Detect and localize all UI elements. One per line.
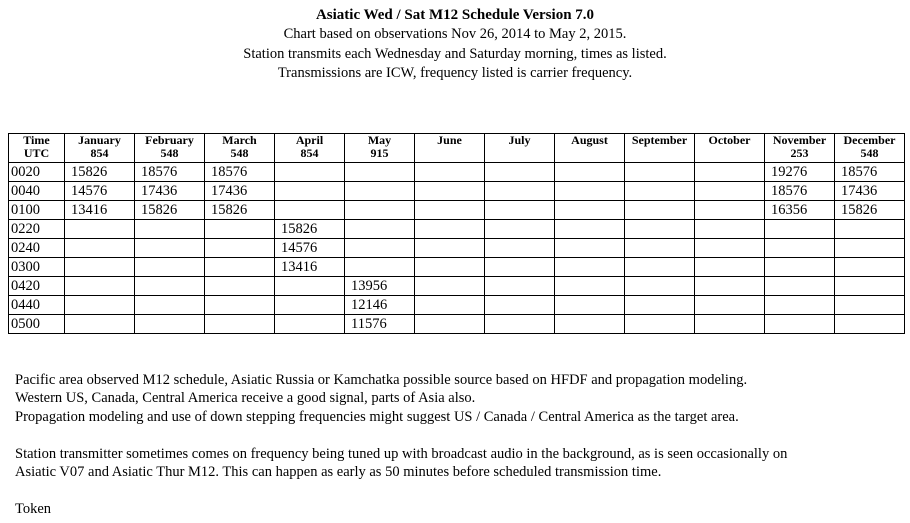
frequency-cell bbox=[485, 201, 555, 220]
frequency-cell bbox=[415, 201, 485, 220]
time-cell: 0100 bbox=[9, 201, 65, 220]
frequency-cell bbox=[65, 296, 135, 315]
frequency-cell bbox=[485, 258, 555, 277]
frequency-cell bbox=[835, 296, 905, 315]
frequency-cell: 15826 bbox=[205, 201, 275, 220]
frequency-cell bbox=[135, 220, 205, 239]
frequency-cell: 11576 bbox=[345, 315, 415, 334]
frequency-cell: 15826 bbox=[65, 163, 135, 182]
column-header: August bbox=[555, 134, 625, 163]
frequency-cell bbox=[765, 315, 835, 334]
table-header-row bbox=[9, 134, 905, 163]
frequency-cell bbox=[555, 220, 625, 239]
time-cell: 0040 bbox=[9, 182, 65, 201]
frequency-cell: 17436 bbox=[205, 182, 275, 201]
frequency-cell bbox=[485, 296, 555, 315]
frequency-cell bbox=[135, 239, 205, 258]
frequency-cell bbox=[695, 220, 765, 239]
frequency-cell bbox=[555, 315, 625, 334]
frequency-cell bbox=[695, 182, 765, 201]
frequency-cell bbox=[765, 258, 835, 277]
column-header: December 548 bbox=[835, 134, 905, 163]
column-header: September bbox=[625, 134, 695, 163]
frequency-cell bbox=[485, 315, 555, 334]
frequency-cell bbox=[135, 315, 205, 334]
frequency-cell bbox=[695, 258, 765, 277]
frequency-cell bbox=[835, 258, 905, 277]
frequency-cell bbox=[695, 163, 765, 182]
frequency-cell bbox=[415, 258, 485, 277]
frequency-cell bbox=[765, 220, 835, 239]
frequency-cell bbox=[415, 220, 485, 239]
frequency-cell: 18576 bbox=[205, 163, 275, 182]
time-cell: 0240 bbox=[9, 239, 65, 258]
frequency-cell: 19276 bbox=[765, 163, 835, 182]
frequency-cell: 18576 bbox=[765, 182, 835, 201]
frequency-cell: 18576 bbox=[135, 163, 205, 182]
table-row bbox=[9, 277, 905, 296]
frequency-cell bbox=[275, 182, 345, 201]
frequency-cell: 18576 bbox=[835, 163, 905, 182]
frequency-cell bbox=[835, 220, 905, 239]
frequency-cell: 13416 bbox=[275, 258, 345, 277]
column-header: February 548 bbox=[135, 134, 205, 163]
frequency-cell bbox=[345, 201, 415, 220]
frequency-cell bbox=[415, 182, 485, 201]
frequency-cell bbox=[275, 315, 345, 334]
frequency-cell bbox=[275, 163, 345, 182]
frequency-cell bbox=[555, 296, 625, 315]
frequency-cell bbox=[135, 296, 205, 315]
subtitle-line-2: Station transmits each Wednesday and Saturday morning, times as listed. bbox=[243, 45, 667, 62]
frequency-cell bbox=[695, 296, 765, 315]
column-header: June bbox=[415, 134, 485, 163]
document-header bbox=[0, 5, 910, 84]
frequency-cell bbox=[65, 258, 135, 277]
frequency-cell: 12146 bbox=[345, 296, 415, 315]
time-cell: 0300 bbox=[9, 258, 65, 277]
frequency-cell: 15826 bbox=[275, 220, 345, 239]
frequency-cell bbox=[135, 258, 205, 277]
frequency-cell: 13956 bbox=[345, 277, 415, 296]
note-line: Propagation modeling and use of down stepping frequencies might suggest US / Canada / Central America as the target area. bbox=[15, 408, 739, 425]
time-cell: 0220 bbox=[9, 220, 65, 239]
note-line: Western US, Canada, Central America receive a good signal, parts of Asia also. bbox=[15, 390, 476, 407]
signature: Token bbox=[15, 500, 52, 517]
frequency-cell bbox=[205, 239, 275, 258]
table-row bbox=[9, 296, 905, 315]
frequency-cell bbox=[625, 163, 695, 182]
frequency-cell bbox=[555, 277, 625, 296]
frequency-cell bbox=[485, 277, 555, 296]
notes-section bbox=[15, 371, 905, 518]
frequency-cell bbox=[415, 239, 485, 258]
time-cell: 0500 bbox=[9, 315, 65, 334]
note-line: Pacific area observed M12 schedule, Asiatic Russia or Kamchatka possible source based on HFDF and propagation modeling. bbox=[15, 372, 748, 388]
time-cell: 0440 bbox=[9, 296, 65, 315]
frequency-cell bbox=[415, 163, 485, 182]
frequency-cell bbox=[625, 220, 695, 239]
frequency-cell bbox=[555, 258, 625, 277]
frequency-cell bbox=[835, 315, 905, 334]
frequency-cell bbox=[415, 315, 485, 334]
schedule-table bbox=[8, 133, 905, 334]
frequency-cell bbox=[65, 239, 135, 258]
frequency-cell bbox=[555, 182, 625, 201]
frequency-cell bbox=[345, 220, 415, 239]
column-header: July bbox=[485, 134, 555, 163]
frequency-cell bbox=[625, 239, 695, 258]
column-header: Time UTC bbox=[9, 134, 65, 163]
time-cell: 0420 bbox=[9, 277, 65, 296]
column-header: January 854 bbox=[65, 134, 135, 163]
frequency-cell bbox=[205, 315, 275, 334]
table-row bbox=[9, 182, 905, 201]
frequency-cell bbox=[835, 239, 905, 258]
frequency-cell bbox=[625, 296, 695, 315]
frequency-cell bbox=[345, 163, 415, 182]
frequency-cell: 16356 bbox=[765, 201, 835, 220]
frequency-cell bbox=[555, 163, 625, 182]
table-row bbox=[9, 315, 905, 334]
frequency-cell: 14576 bbox=[275, 239, 345, 258]
frequency-cell bbox=[65, 220, 135, 239]
column-header: October bbox=[695, 134, 765, 163]
frequency-cell bbox=[485, 182, 555, 201]
frequency-cell: 17436 bbox=[135, 182, 205, 201]
frequency-cell bbox=[765, 296, 835, 315]
frequency-cell bbox=[345, 182, 415, 201]
frequency-cell bbox=[625, 201, 695, 220]
frequency-cell bbox=[345, 239, 415, 258]
table-row bbox=[9, 163, 905, 182]
frequency-cell bbox=[485, 220, 555, 239]
subtitle-line-3: Transmissions are ICW, frequency listed is carrier frequency. bbox=[277, 65, 633, 81]
frequency-cell bbox=[135, 277, 205, 296]
table-row bbox=[9, 258, 905, 277]
note-line: Station transmitter sometimes comes on frequency being tuned up with broadcast audio in the background, as is seen occasionally on bbox=[15, 445, 788, 462]
frequency-cell bbox=[695, 277, 765, 296]
time-cell: 0020 bbox=[9, 163, 65, 182]
frequency-cell bbox=[415, 296, 485, 315]
frequency-cell bbox=[275, 296, 345, 315]
frequency-cell: 15826 bbox=[835, 201, 905, 220]
table-row bbox=[9, 220, 905, 239]
frequency-cell bbox=[625, 315, 695, 334]
frequency-cell bbox=[275, 201, 345, 220]
frequency-cell bbox=[765, 239, 835, 258]
frequency-cell bbox=[695, 315, 765, 334]
frequency-cell: 13416 bbox=[65, 201, 135, 220]
column-header: March 548 bbox=[205, 134, 275, 163]
frequency-cell bbox=[415, 277, 485, 296]
frequency-cell bbox=[555, 239, 625, 258]
note-line: Asiatic V07 and Asiatic Thur M12. This can happen as early as 50 minutes before scheduled transmission time. bbox=[15, 464, 662, 481]
frequency-cell bbox=[555, 201, 625, 220]
frequency-cell: 14576 bbox=[65, 182, 135, 201]
frequency-cell bbox=[205, 296, 275, 315]
frequency-cell bbox=[345, 258, 415, 277]
column-header: November 253 bbox=[765, 134, 835, 163]
frequency-cell bbox=[695, 239, 765, 258]
table-row bbox=[9, 239, 905, 258]
frequency-cell bbox=[205, 277, 275, 296]
frequency-cell bbox=[485, 163, 555, 182]
frequency-cell bbox=[275, 277, 345, 296]
frequency-cell bbox=[835, 277, 905, 296]
frequency-cell bbox=[765, 277, 835, 296]
frequency-cell bbox=[65, 315, 135, 334]
frequency-cell: 17436 bbox=[835, 182, 905, 201]
frequency-cell bbox=[625, 277, 695, 296]
frequency-cell bbox=[695, 201, 765, 220]
subtitle-line-1: Chart based on observations Nov 26, 2014 to May 2, 2015. bbox=[283, 26, 627, 42]
frequency-cell bbox=[625, 258, 695, 277]
frequency-cell bbox=[625, 182, 695, 201]
document-title: Asiatic Wed / Sat M12 Schedule Version 7.0 bbox=[315, 7, 595, 23]
frequency-cell: 15826 bbox=[135, 201, 205, 220]
table-body bbox=[9, 163, 905, 334]
frequency-cell bbox=[65, 277, 135, 296]
frequency-cell bbox=[205, 220, 275, 239]
column-header: April 854 bbox=[275, 134, 345, 163]
frequency-cell bbox=[485, 239, 555, 258]
frequency-cell bbox=[205, 258, 275, 277]
column-header: May 915 bbox=[345, 134, 415, 163]
table-row bbox=[9, 201, 905, 220]
